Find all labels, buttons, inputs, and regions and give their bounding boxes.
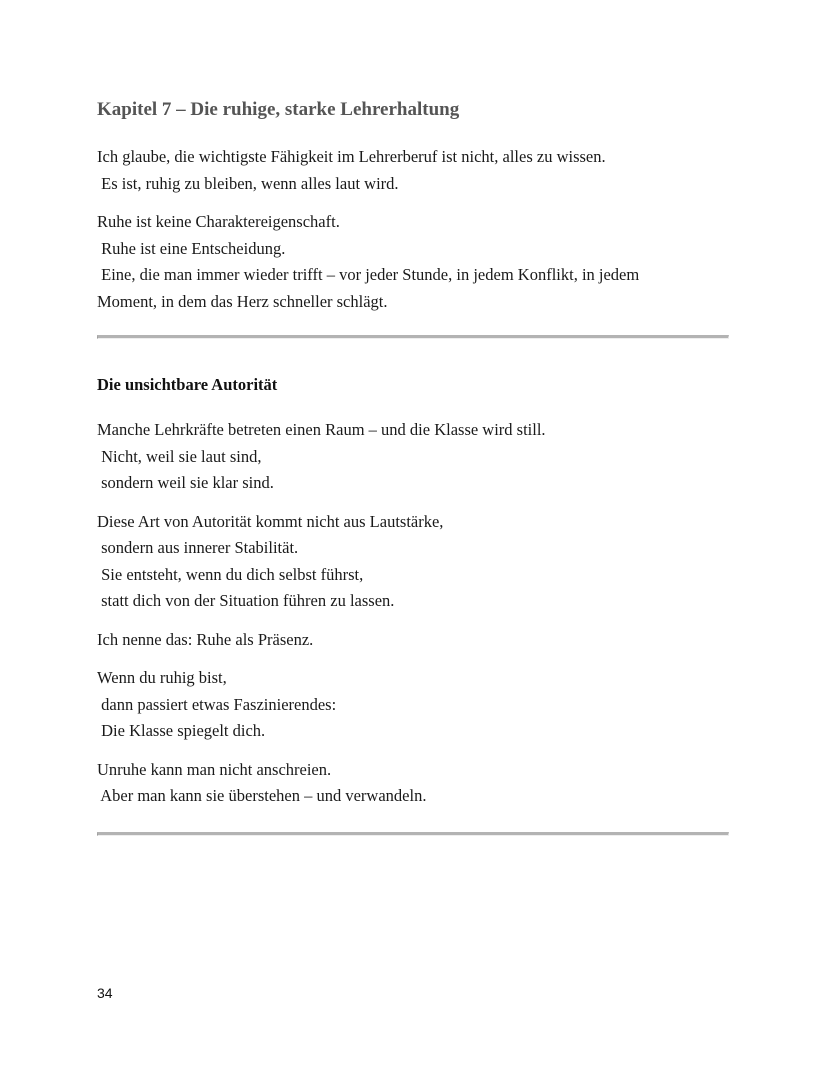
text-line: Nicht, weil sie laut sind, xyxy=(97,446,262,466)
text-line: Ruhe ist eine Entscheidung. xyxy=(97,238,286,258)
paragraph xyxy=(97,665,729,745)
text-line: sondern aus innerer Stabilität. xyxy=(97,538,299,557)
paragraph xyxy=(97,209,729,315)
text-line: Manche Lehrkräfte betreten einen Raum – und die Klasse wird still. xyxy=(97,420,546,439)
paragraph xyxy=(97,627,729,654)
paragraph xyxy=(97,144,729,197)
text-line: Ruhe ist keine Charaktereigenschaft. xyxy=(97,212,340,231)
text-line: Aber man kann sie überstehen – und verwandeln. xyxy=(97,786,427,805)
text-line: Eine, die man immer wieder trifft – vor jeder Stunde, in jedem Konflikt, in jedem xyxy=(97,265,640,284)
text-line: dann passiert etwas Faszinierendes: xyxy=(97,694,337,714)
text-line: Die Klasse spiegelt dich. xyxy=(97,721,266,740)
paragraph xyxy=(97,757,729,810)
page-number: 34 xyxy=(97,985,113,1001)
page-content xyxy=(97,98,729,836)
chapter-body xyxy=(97,144,729,315)
section-divider xyxy=(97,832,729,836)
text-line: Ich glaube, die wichtigste Fähigkeit im Lehrerberuf ist nicht, alles zu wissen. xyxy=(97,147,606,166)
section-divider xyxy=(97,335,729,339)
section-title: Die unsichtbare Autorität xyxy=(97,375,278,394)
text-line: sondern weil sie klar sind. xyxy=(97,473,274,492)
text-line: Es ist, ruhig zu bleiben, wenn alles laut wird. xyxy=(97,173,399,193)
text-line: Wenn du ruhig bist, xyxy=(97,668,227,687)
text-line: Sie entsteht, wenn du dich selbst führst, xyxy=(97,564,364,584)
text-line: Unruhe kann man nicht anschreien. xyxy=(97,759,332,779)
text-line: Ich nenne das: Ruhe als Präsenz. xyxy=(97,629,314,649)
paragraph xyxy=(97,417,729,497)
chapter-title: Kapitel 7 – Die ruhige, starke Lehrerhaltung xyxy=(97,99,460,120)
text-line: Moment, in dem das Herz schneller schlägt. xyxy=(97,291,388,311)
paragraph xyxy=(97,509,729,615)
section-body xyxy=(97,417,729,810)
text-line: statt dich von der Situation führen zu lassen. xyxy=(97,591,395,610)
text-line: Diese Art von Autorität kommt nicht aus Lautstärke, xyxy=(97,511,444,531)
